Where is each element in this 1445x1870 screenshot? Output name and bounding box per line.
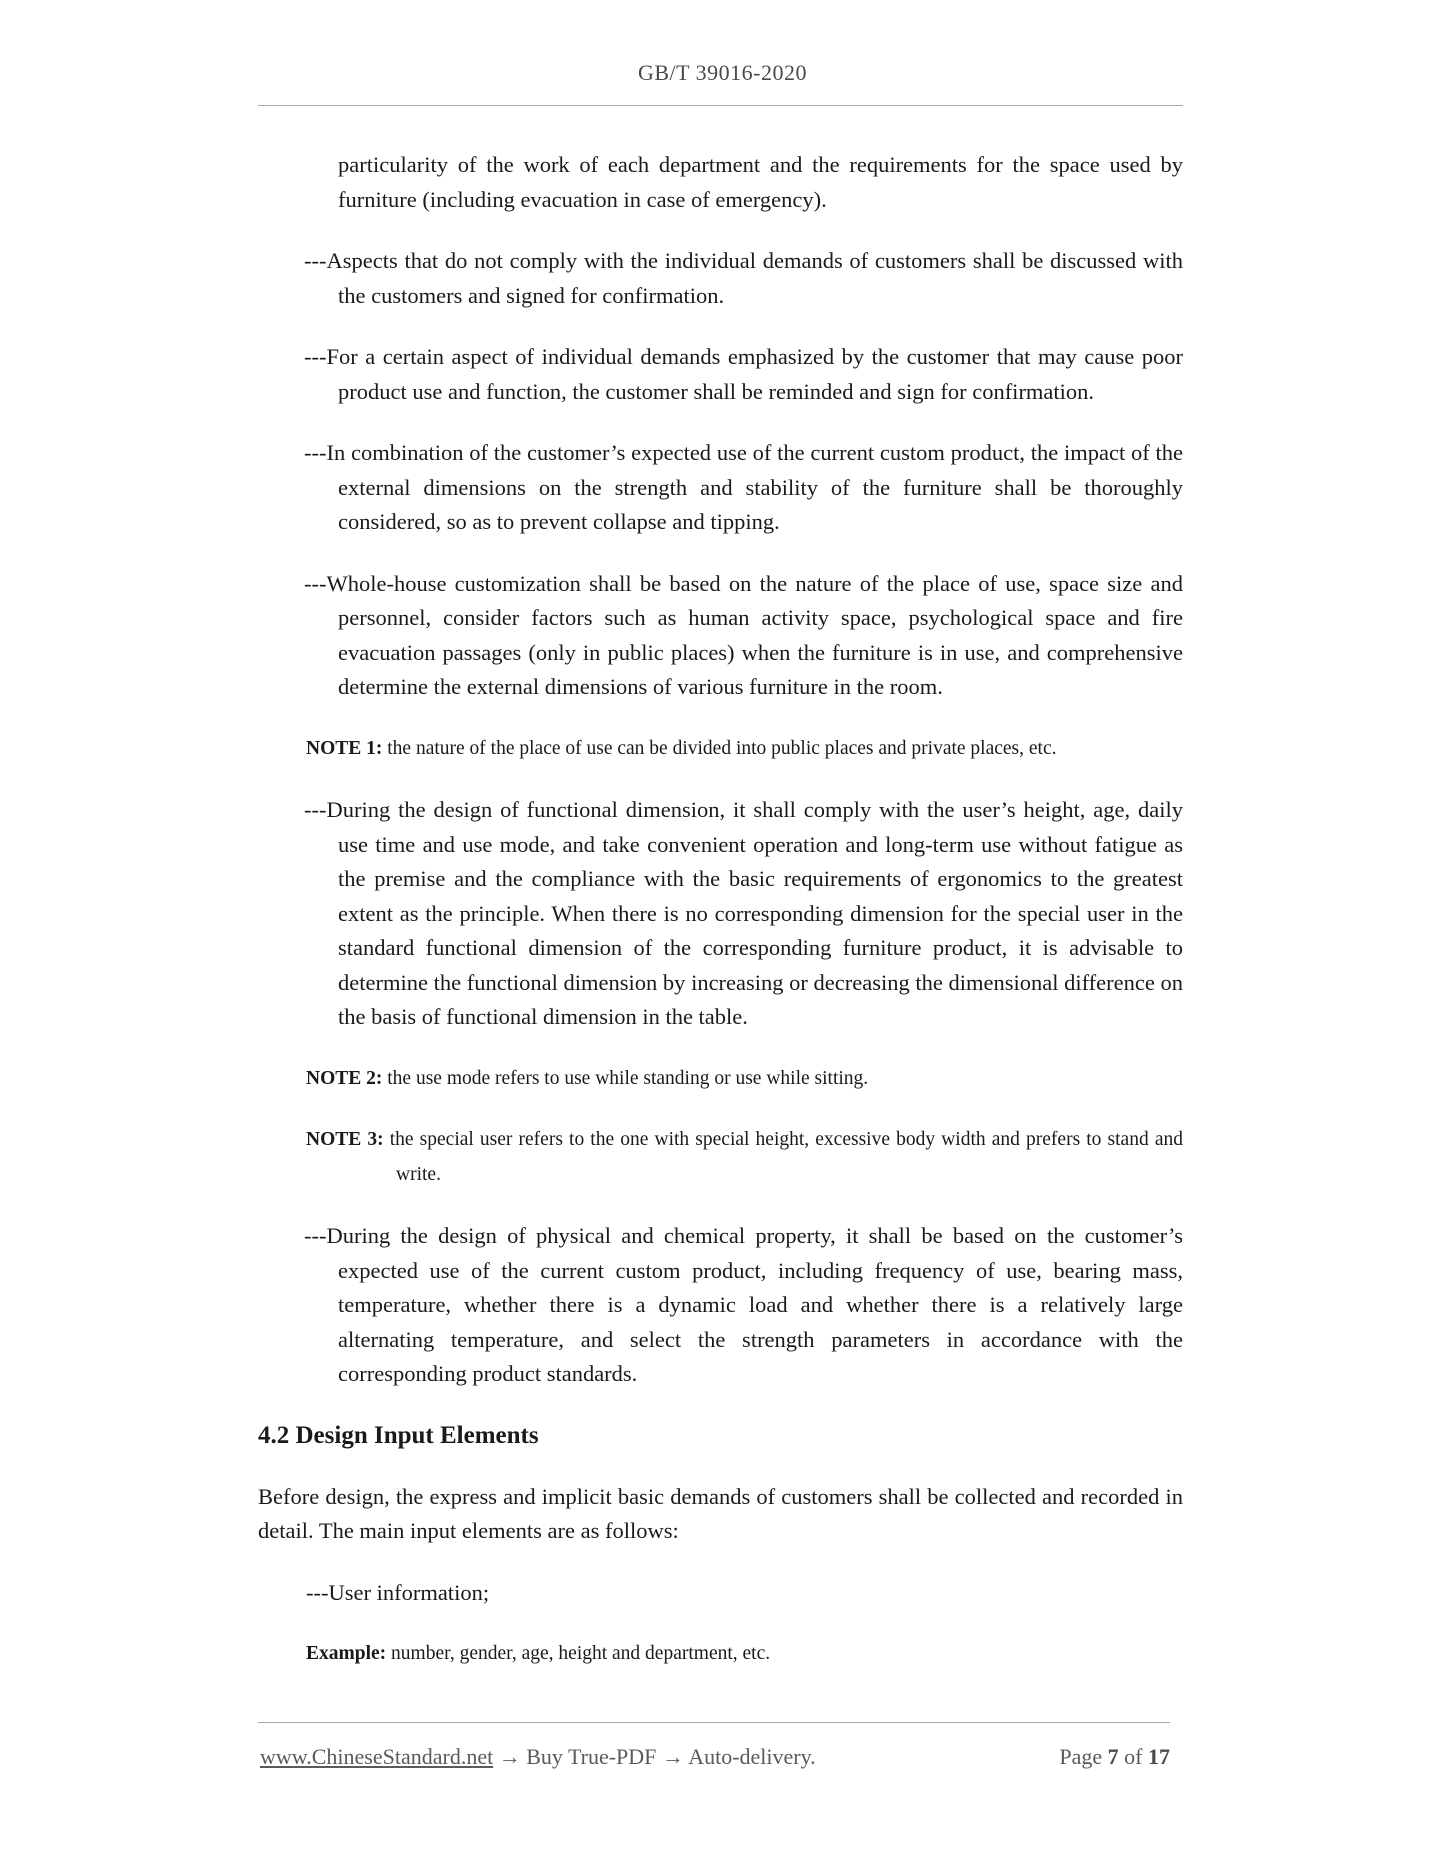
note-2-text: the use mode refers to use while standing or use while sitting. [382,1067,869,1089]
total-page-number: 17 [1148,1744,1170,1769]
note-3 [258,1123,1183,1192]
list-item-functional-dimension: ---During the design of functional dimension, it shall comply with the user’s height, age, daily use time and use mode, and take convenient operation and long-term use without fatigue as the premise and the compliance with the basic requirements of ergonomics to the greatest extent as the principle. When there is no corresponding dimension for the special user in the standard functional dimension of the corresponding furniture product, it is advisable to determine the functional dimension by increasing or decreasing the dimensional difference on the basis of functional dimension in the table. [304,797,1183,1029]
note-3-text: the special user refers to the one with special height, excessive body width and prefers to stand and write. [383,1129,1183,1185]
note-1 [258,732,1183,767]
footer-divider [258,1722,1170,1723]
note-3-label: NOTE 3: [306,1129,384,1150]
list-item-whole-house: ---Whole-house customization shall be based on the nature of the place of use, space size and personnel, consider factors such as human activity space, psychological space and fire evacuation passages (only in public places) when the furniture is in use, and comprehensive determine the external dimensions of various furniture in the room. [304,570,1183,699]
of-word: of [1118,1744,1148,1769]
note-1-text: the nature of the place of use can be divided into public places and private places, etc. [382,737,1057,759]
section-heading: 4.2 Design Input Elements [258,1421,539,1449]
list-item-physical-chemical: ---During the design of physical and chemical property, it shall be based on the customer’s expected use of the current custom product, including frequency of use, bearing mass, temperature, whether there is a dynamic load and whether there is a relatively large alternating temperature, and select the strength parameters in accordance with the corresponding product standards. [304,1223,1183,1386]
page-word: Page [1059,1744,1108,1769]
footer-promo-text: → Buy True-PDF → Auto-delivery. [493,1744,816,1769]
current-page-number: 7 [1107,1744,1119,1769]
list-item-user-information: ---User information; [306,1579,490,1605]
list-item-individual-demands: ---For a certain aspect of individual demands emphasized by the customer that may cause poor product use and function, the customer shall be reminded and sign for confirmation. [304,344,1183,404]
footer-promo [260,1742,816,1772]
list-item-aspects: ---Aspects that do not comply with the individual demands of customers shall be discussed with the customers and signed for confirmation. [304,248,1183,308]
section-intro: Before design, the express and implicit basic demands of customers shall be collected and recorded in detail. The main input elements are as follows: [258,1483,1183,1543]
page-header-title: GB/T 39016-2020 [637,60,808,85]
example-line [258,1637,1183,1672]
note-1-label: NOTE 1: [306,737,383,759]
example-text: number, gender, age, height and department, etc. [386,1643,771,1664]
list-item-external-dimensions: ---In combination of the customer’s expected use of the current custom product, the impact of the external dimensions on the strength and stability of the furniture shall be thoroughly considered, so as to prevent collapse and tipping. [304,440,1183,534]
header-divider [258,105,1183,106]
paragraph-continuation: particularity of the work of each department and the requirements for the space used by furniture (including evacuation in case of emergency). [338,152,1183,212]
note-2 [258,1062,1183,1097]
example-label: Example: [306,1643,387,1664]
document-body [258,148,1183,1672]
page-counter [1059,1742,1170,1772]
website-link[interactable]: www.ChineseStandard.net [260,1744,494,1769]
note-2-label: NOTE 2: [306,1067,383,1089]
